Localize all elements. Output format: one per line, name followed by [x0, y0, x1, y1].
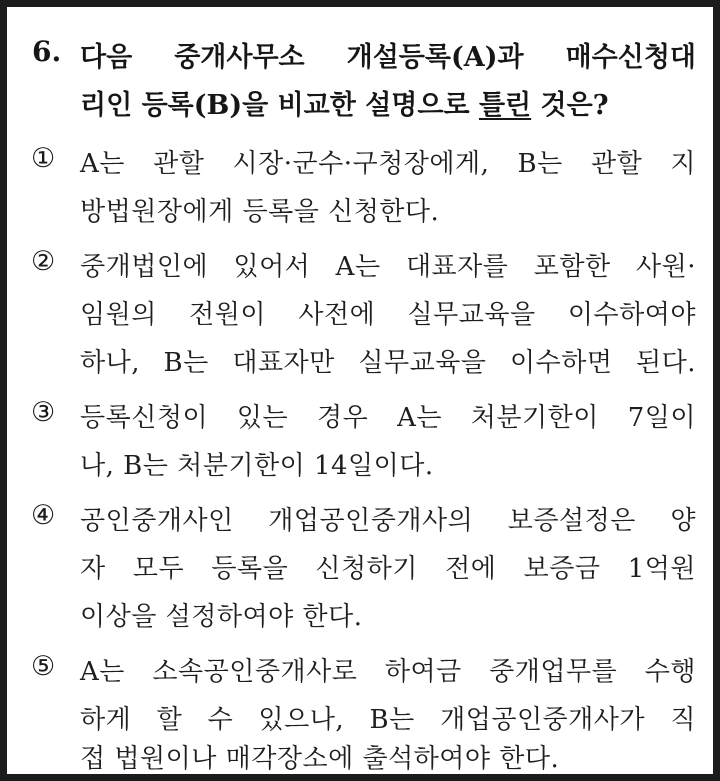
option-5-line-2: 하게 할 수 있으나, B는 개업공인중개사가 직 [80, 705, 696, 735]
option-1-line-2: 방법원장에게 등록을 신청한다. [80, 197, 440, 227]
stem-text: 리인 등록(B)을 비교한 설명으로 [80, 90, 479, 121]
question-number: 6. [32, 35, 62, 68]
option-4-line-3: 이상을 설정하여야 한다. [80, 602, 363, 632]
question-stem-line-1: 다음 중개사무소 개설등록(A)과 매수신청대 [80, 42, 696, 73]
stem-text-end: 것은? [531, 90, 609, 121]
option-3-line-2: 나, B는 처분기한이 14일이다. [80, 451, 434, 481]
option-4-marker: ④ [31, 500, 56, 531]
emphasis-word: 틀린 [478, 90, 532, 121]
option-4-line-1: 공인중개사인 개업공인중개사의 보증설정은 양 [80, 506, 696, 536]
option-5-line-1: A는 소속공인중개사로 하여금 중개업무를 수행 [80, 657, 696, 687]
exam-question [7, 7, 713, 774]
option-2-line-1: 중개법인에 있어서 A는 대표자를 포함한 사원· [80, 252, 696, 282]
option-4-line-2: 자 모두 등록을 신청하기 전에 보증금 1억원 [80, 554, 696, 584]
option-1-marker: ① [31, 143, 56, 174]
option-2-line-3: 하나, B는 대표자만 실무교육을 이수하면 된다. [80, 348, 696, 378]
option-1-line-1: A는 관할 시장·군수·구청장에게, B는 관할 지 [80, 149, 696, 179]
option-5-marker: ⑤ [31, 651, 56, 682]
option-3-marker: ③ [31, 397, 56, 428]
option-5-line-3: 접 법원이나 매각장소에 출석하여야 한다. [80, 744, 560, 774]
option-3-line-1: 등록신청이 있는 경우 A는 처분기한이 7일이 [80, 403, 696, 433]
option-2-line-2: 임원의 전원이 사전에 실무교육을 이수하여야 [80, 300, 696, 330]
question-stem-line-2 [80, 83, 609, 122]
option-2-marker: ② [31, 246, 56, 277]
